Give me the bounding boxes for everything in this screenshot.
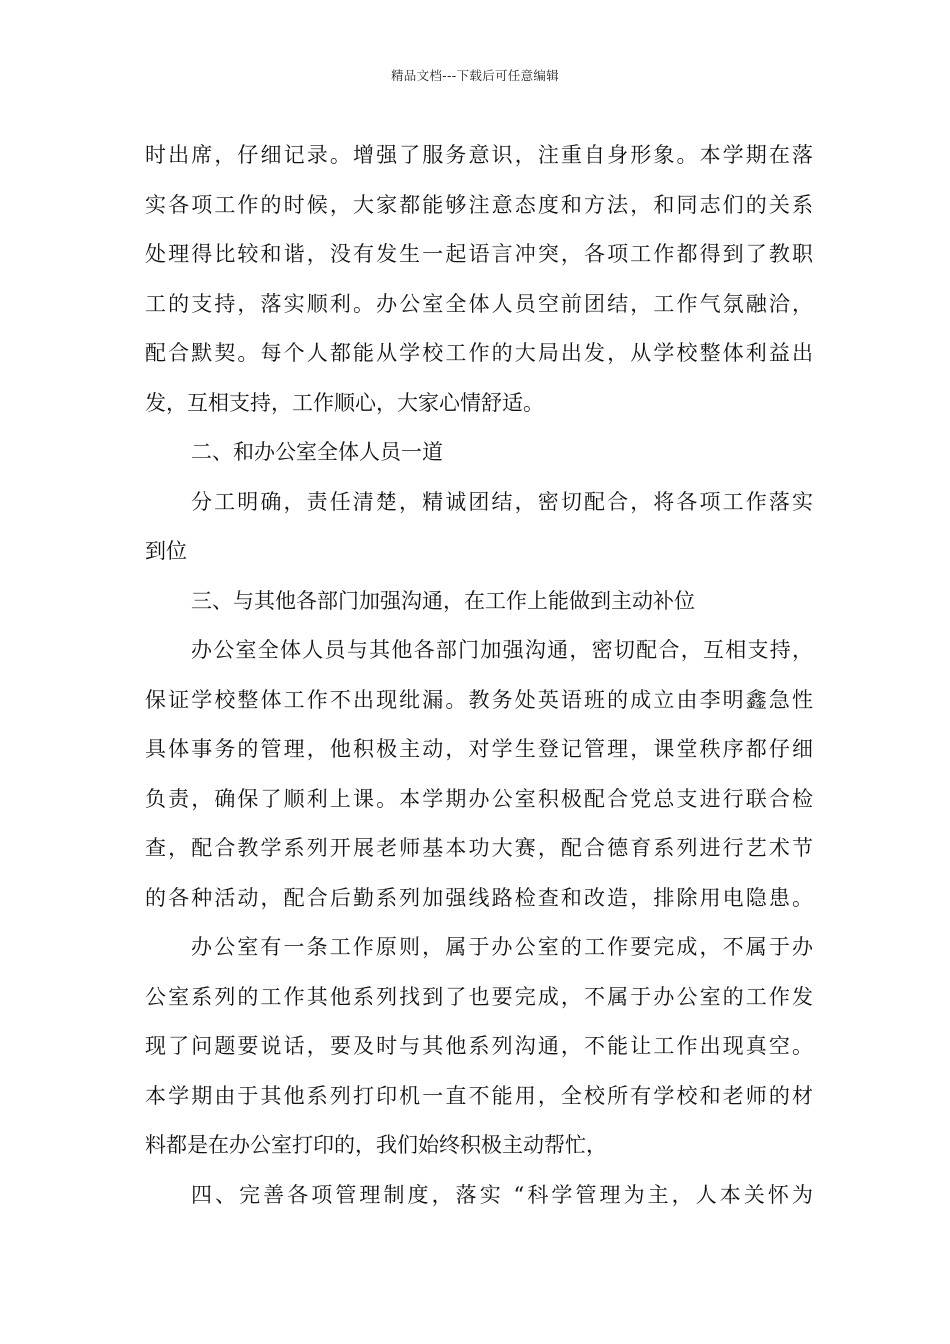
document-body — [145, 131, 813, 1220]
text-line: 时出席，仔细记录。增强了服务意识，注重自身形象。本学期在落 — [145, 143, 813, 167]
section-heading-3: 三、与其他各部门加强沟通，在工作上能做到主动补位 — [191, 588, 695, 613]
text-line: 配合默契。每个人都能从学校工作的大局出发，从学校整体利益出 — [145, 341, 813, 365]
text-line: 实各项工作的时候，大家都能够注意态度和方法，和同志们的关系 — [145, 192, 813, 217]
text-line: 分工明确，责任清楚，精诚团结，密切配合，将各项工作落实 — [191, 489, 813, 514]
text-line: 负责，确保了顺利上课。本学期办公室积极配合党总支进行联合检 — [145, 786, 813, 811]
text-line: 工的支持，落实顺利。办公室全体人员空前团结，工作气氛融洽， — [145, 291, 813, 316]
text-line: 办公室有一条工作原则，属于办公室的工作要完成，不属于办 — [191, 935, 813, 959]
text-line: 查，配合教学系列开展老师基本功大赛，配合德育系列进行艺术节 — [145, 836, 813, 860]
text-line: 到位 — [145, 539, 187, 563]
text-line: 本学期由于其他系列打印机一直不能用，全校所有学校和老师的材 — [145, 1083, 813, 1108]
text-line: 处理得比较和谐，没有发生一起语言冲突，各项工作都得到了教职 — [145, 242, 813, 266]
page-header: 精品文档---下载后可任意编辑 — [390, 68, 560, 83]
text-line: 料都是在办公室打印的，我们始终积极主动帮忙， — [145, 1133, 607, 1157]
text-line: 具体事务的管理，他积极主动，对学生登记管理，课堂秩序都仔细 — [145, 737, 813, 761]
text-line: 现了问题要说话，要及时与其他系列沟通，不能让工作出现真空。 — [145, 1034, 813, 1058]
section-heading-4: 四、完善各项管理制度，落实 “科学管理为主，人本关怀为 — [191, 1182, 813, 1207]
text-line: 办公室全体人员与其他各部门加强沟通，密切配合，互相支持， — [191, 638, 813, 662]
text-line: 公室系列的工作其他系列找到了也要完成，不属于办公室的工作发 — [145, 984, 813, 1009]
text-line: 发，互相支持，工作顺心，大家心情舒适。 — [145, 390, 544, 415]
section-heading-2: 二、和办公室全体人员一道 — [191, 440, 443, 464]
text-line: 保证学校整体工作不出现纰漏。教务处英语班的成立由李明鑫急性 — [145, 687, 813, 712]
text-line: 的各种活动，配合后勤系列加强线路检查和改造，排除用电隐患。 — [145, 885, 813, 910]
